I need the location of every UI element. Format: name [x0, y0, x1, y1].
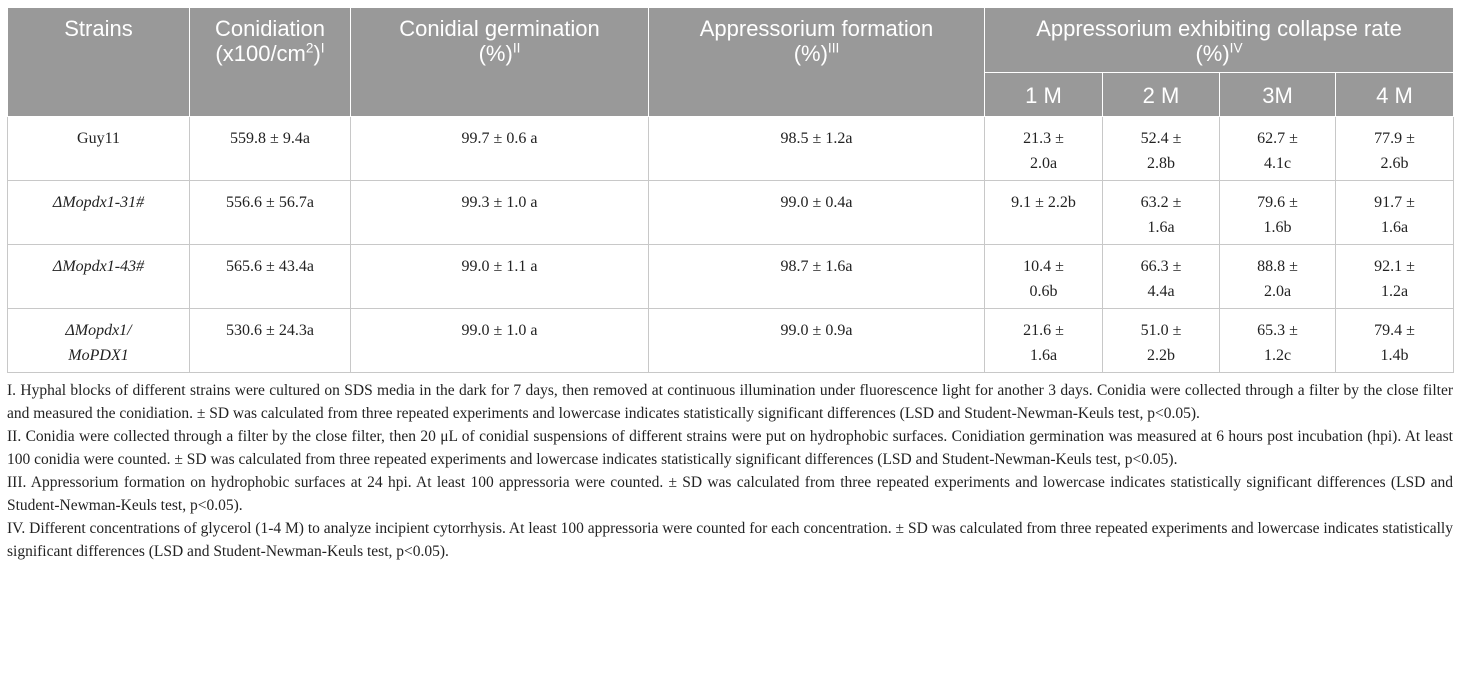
collapse-3m-cell: 65.3 ± 1.2c: [1220, 309, 1336, 373]
header-formation: Appressorium formation (%)$^{III}$: [649, 8, 985, 117]
collapse-3m-cell: 62.7 ± 4.1c: [1220, 117, 1336, 181]
germination-cell: 99.7 ± 0.6 a: [351, 117, 649, 181]
formation-cell: 99.0 ± 0.9a: [649, 309, 985, 373]
conidiation-cell: 559.8 ± 9.4a: [190, 117, 351, 181]
header-conidiation: Conidiation $(x100/cm^2)^I$: [190, 8, 351, 117]
collapse-3m-cell: 88.8 ± 2.0a: [1220, 245, 1336, 309]
germination-cell: 99.0 ± 1.0 a: [351, 309, 649, 373]
header-1m: 1 M: [985, 73, 1103, 117]
footnote-iii: III. Appressorium formation on hydrophobic surfaces at 24 hpi. At least 100 appressoria were counted. ± SD was calculated from three repeated experiments and lowercase indicates statistically significant differences (LSD and Student-Newman-Keuls test, p<0.05).: [7, 474, 1453, 514]
table-container: [7, 7, 1453, 563]
collapse-1m-cell: 21.6 ± 1.6a: [985, 309, 1103, 373]
table-row: [8, 117, 1454, 181]
table-footnotes: [7, 379, 1453, 563]
germination-cell: 99.0 ± 1.1 a: [351, 245, 649, 309]
collapse-4m-cell: 91.7 ± 1.6a: [1336, 181, 1454, 245]
collapse-3m-cell: 79.6 ± 1.6b: [1220, 181, 1336, 245]
strain-cell: Guy11: [8, 117, 190, 181]
collapse-1m-cell: 9.1 ± 2.2b: [985, 181, 1103, 245]
header-collapse: Appressorium exhibiting collapse rate (%)$^{IV}$: [985, 8, 1454, 73]
header-germination: Conidial germination (%)$^{II}$: [351, 8, 649, 117]
results-table: [7, 7, 1454, 373]
strain-cell: ΔMopdx1-31#: [8, 181, 190, 245]
conidiation-cell: 556.6 ± 56.7a: [190, 181, 351, 245]
strain-cell: ΔMopdx1-43#: [8, 245, 190, 309]
footnote-ii: II. Conidia were collected through a filter by the close filter, then 20 μL of conidial suspensions of different strains were put on hydrophobic surfaces. Conidiation germination was measured at 6 hours post incubation (hpi). At least 100 conidia were counted. ± SD was calculated from three repeated experiments and lowercase indicates statistically significant differences (LSD and Student-Newman-Keuls test, p<0.05).: [7, 428, 1453, 468]
footnote-iv: IV. Different concentrations of glycerol (1-4 M) to analyze incipient cytorrhysis. At least 100 appressoria were counted for each concentration. ± SD was calculated from three repeated experiments and lowercase indicates statistically significant differences (LSD and Student-Newman-Keuls test, p<0.05).: [7, 520, 1453, 560]
table-row: [8, 181, 1454, 245]
formation-cell: 98.5 ± 1.2a: [649, 117, 985, 181]
germination-cell: 99.3 ± 1.0 a: [351, 181, 649, 245]
table-row: [8, 309, 1454, 373]
header-3m: 3M: [1220, 73, 1336, 117]
footnote-i: I. Hyphal blocks of different strains were cultured on SDS media in the dark for 7 days, then removed at continuous illumination under fluorescence light for another 3 days. Conidia were collected through a filter by the close filter and measured the conidiation. ± SD was calculated from three repeated experiments and lowercase indicates statistically significant differences (LSD and Student-Newman-Keuls test, p<0.05).: [7, 382, 1453, 422]
collapse-2m-cell: 52.4 ± 2.8b: [1103, 117, 1220, 181]
strain-cell: ΔMopdx1/ MoPDX1: [8, 309, 190, 373]
header-strains: Strains: [8, 8, 190, 117]
header-row: [8, 8, 1454, 73]
formation-cell: 99.0 ± 0.4a: [649, 181, 985, 245]
collapse-2m-cell: 66.3 ± 4.4a: [1103, 245, 1220, 309]
conidiation-cell: 565.6 ± 43.4a: [190, 245, 351, 309]
table-row: [8, 245, 1454, 309]
conidiation-cell: 530.6 ± 24.3a: [190, 309, 351, 373]
collapse-2m-cell: 63.2 ± 1.6a: [1103, 181, 1220, 245]
collapse-1m-cell: 21.3 ± 2.0a: [985, 117, 1103, 181]
header-2m: 2 M: [1103, 73, 1220, 117]
header-4m: 4 M: [1336, 73, 1454, 117]
collapse-4m-cell: 92.1 ± 1.2a: [1336, 245, 1454, 309]
formation-cell: 98.7 ± 1.6a: [649, 245, 985, 309]
collapse-2m-cell: 51.0 ± 2.2b: [1103, 309, 1220, 373]
collapse-4m-cell: 79.4 ± 1.4b: [1336, 309, 1454, 373]
collapse-4m-cell: 77.9 ± 2.6b: [1336, 117, 1454, 181]
collapse-1m-cell: 10.4 ± 0.6b: [985, 245, 1103, 309]
